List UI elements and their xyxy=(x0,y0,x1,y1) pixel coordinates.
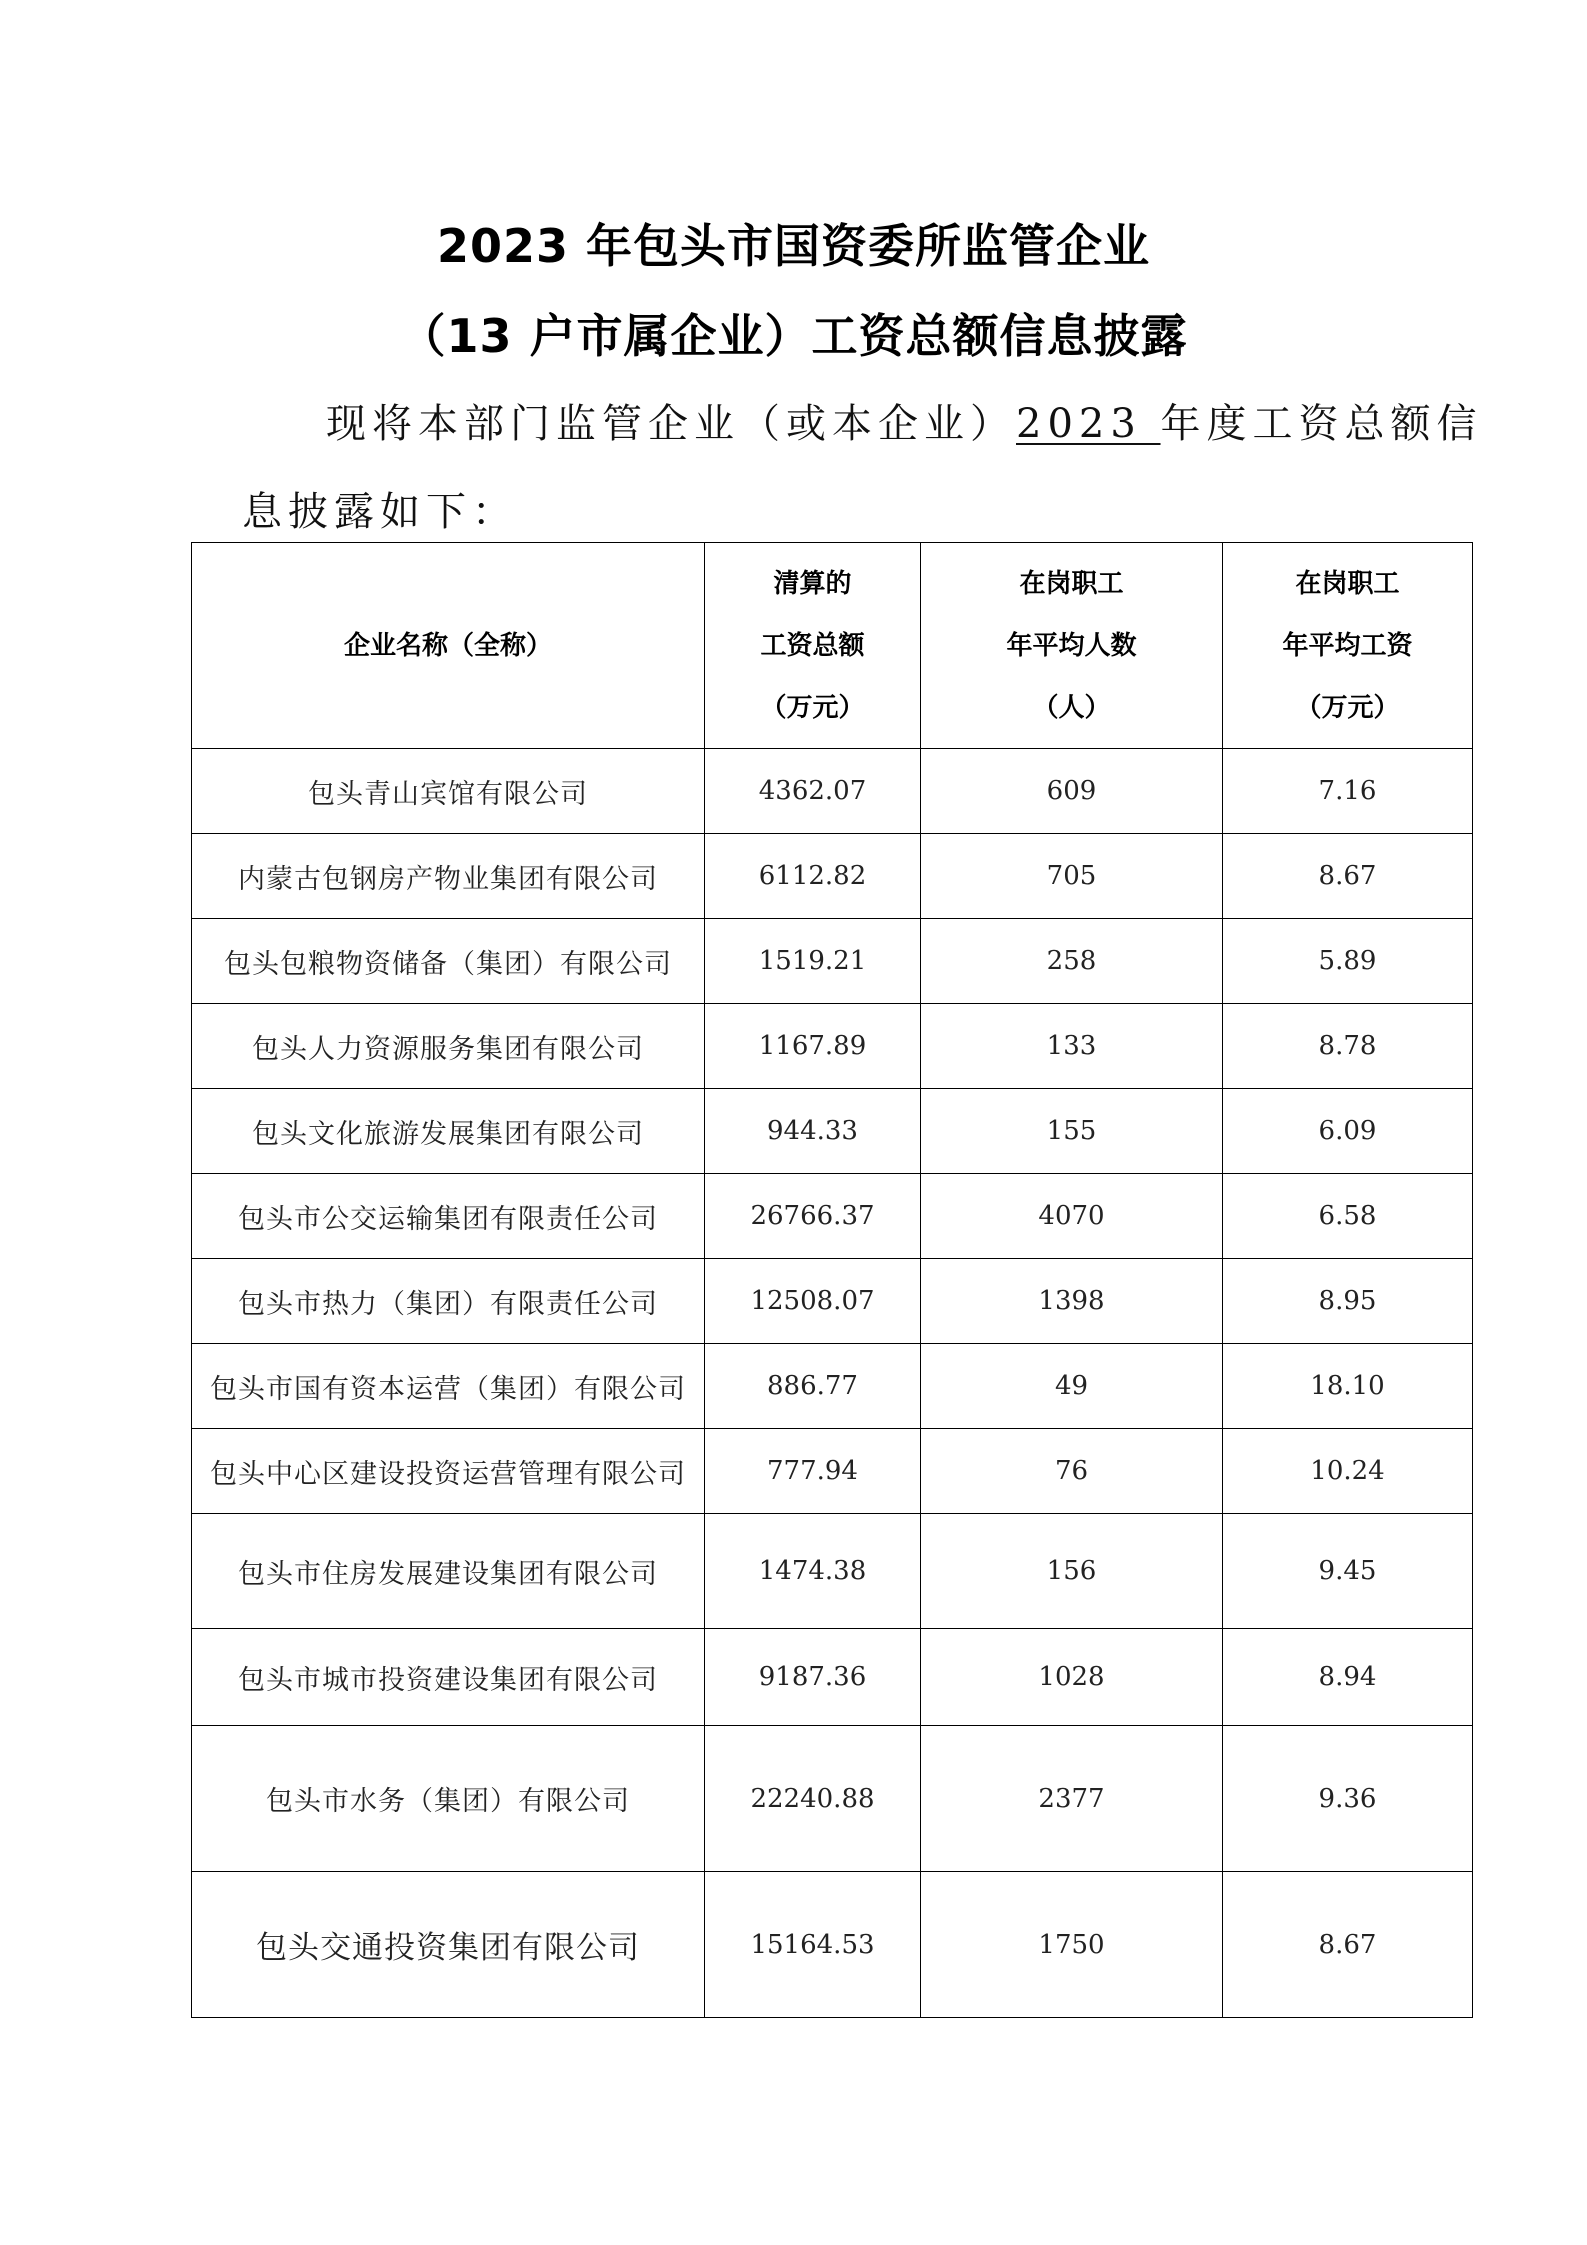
total-wage-cell: 15164.53 xyxy=(705,1872,921,2018)
company-name-cell: 包头市公交运输集团有限责任公司 xyxy=(192,1174,705,1259)
company-name-cell: 包头市城市投资建设集团有限公司 xyxy=(192,1629,705,1726)
total-wage-cell: 9187.36 xyxy=(705,1629,921,1726)
table-row xyxy=(192,749,1473,834)
employee-count-cell: 49 xyxy=(921,1344,1223,1429)
header-avg-line-3: （万元） xyxy=(1295,692,1400,723)
total-wage-cell: 1474.38 xyxy=(705,1514,921,1629)
intro-line-2: 息披露如下： xyxy=(242,489,518,535)
average-wage-cell: 9.36 xyxy=(1223,1726,1473,1872)
employee-count-cell: 1028 xyxy=(921,1629,1223,1726)
header-avg-line-2: 年平均工资 xyxy=(1282,630,1413,661)
employee-count-cell: 4070 xyxy=(921,1174,1223,1259)
company-name-cell: 内蒙古包钢房产物业集团有限公司 xyxy=(192,834,705,919)
table-row xyxy=(192,1872,1473,2018)
average-wage-cell: 5.89 xyxy=(1223,919,1473,1004)
wage-disclosure-table xyxy=(191,542,1473,2018)
table-row xyxy=(192,1004,1473,1089)
average-wage-cell: 10.24 xyxy=(1223,1429,1473,1514)
average-wage-cell: 18.10 xyxy=(1223,1344,1473,1429)
company-name-cell: 包头人力资源服务集团有限公司 xyxy=(192,1004,705,1089)
table-row xyxy=(192,1174,1473,1259)
company-name-cell: 包头青山宾馆有限公司 xyxy=(192,749,705,834)
header-employee-count xyxy=(921,543,1223,749)
intro-text-1: 现将本部门监管企业（或本企业） xyxy=(326,401,1016,447)
average-wage-cell: 9.45 xyxy=(1223,1514,1473,1629)
average-wage-cell: 8.67 xyxy=(1223,834,1473,919)
table-row xyxy=(192,1629,1473,1726)
table-row xyxy=(192,1259,1473,1344)
table-row xyxy=(192,919,1473,1004)
document-title-line-2: （13 户市属企业）工资总额信息披露 xyxy=(399,309,1188,363)
header-avg-line-1: 在岗职工 xyxy=(1295,568,1400,599)
total-wage-cell: 12508.07 xyxy=(705,1259,921,1344)
header-count-line-1: 在岗职工 xyxy=(1019,568,1124,599)
employee-count-cell: 133 xyxy=(921,1004,1223,1089)
header-count-line-3: （人） xyxy=(1032,692,1111,723)
average-wage-cell: 6.09 xyxy=(1223,1089,1473,1174)
employee-count-cell: 76 xyxy=(921,1429,1223,1514)
average-wage-cell: 6.58 xyxy=(1223,1174,1473,1259)
total-wage-cell: 777.94 xyxy=(705,1429,921,1514)
total-wage-cell: 1519.21 xyxy=(705,919,921,1004)
intro-text-2: 年度工资总额信 xyxy=(1160,401,1483,447)
table-row xyxy=(192,1429,1473,1514)
company-name-cell: 包头文化旅游发展集团有限公司 xyxy=(192,1089,705,1174)
company-name-cell: 包头市水务（集团）有限公司 xyxy=(192,1726,705,1872)
employee-count-cell: 258 xyxy=(921,919,1223,1004)
total-wage-cell: 26766.37 xyxy=(705,1174,921,1259)
header-total-line-1: 清算的 xyxy=(773,568,852,599)
company-name-cell: 包头市国有资本运营（集团）有限公司 xyxy=(192,1344,705,1429)
average-wage-cell: 8.94 xyxy=(1223,1629,1473,1726)
total-wage-cell: 6112.82 xyxy=(705,834,921,919)
total-wage-cell: 4362.07 xyxy=(705,749,921,834)
average-wage-cell: 7.16 xyxy=(1223,749,1473,834)
table-row xyxy=(192,1089,1473,1174)
header-count-line-2: 年平均人数 xyxy=(1006,630,1137,661)
total-wage-cell: 886.77 xyxy=(705,1344,921,1429)
company-name-cell: 包头交通投资集团有限公司 xyxy=(192,1872,705,2018)
document-title-line-1: 2023 年包头市国资委所监管企业 xyxy=(436,219,1151,273)
header-average-wage xyxy=(1223,543,1473,749)
company-name-cell: 包头市住房发展建设集团有限公司 xyxy=(192,1514,705,1629)
table-row xyxy=(192,1726,1473,1872)
company-name-cell: 包头市热力（集团）有限责任公司 xyxy=(192,1259,705,1344)
table-row xyxy=(192,1514,1473,1629)
table-row xyxy=(192,834,1473,919)
intro-line-1 xyxy=(326,398,1483,450)
employee-count-cell: 156 xyxy=(921,1514,1223,1629)
employee-count-cell: 2377 xyxy=(921,1726,1223,1872)
employee-count-cell: 1398 xyxy=(921,1259,1223,1344)
company-name-cell: 包头包粮物资储备（集团）有限公司 xyxy=(192,919,705,1004)
total-wage-cell: 22240.88 xyxy=(705,1726,921,1872)
table-row xyxy=(192,1344,1473,1429)
employee-count-cell: 1750 xyxy=(921,1872,1223,2018)
total-wage-cell: 944.33 xyxy=(705,1089,921,1174)
employee-count-cell: 609 xyxy=(921,749,1223,834)
employee-count-cell: 705 xyxy=(921,834,1223,919)
header-total-wage xyxy=(705,543,921,749)
total-wage-cell: 1167.89 xyxy=(705,1004,921,1089)
header-total-line-2: 工资总额 xyxy=(760,630,865,661)
company-name-cell: 包头中心区建设投资运营管理有限公司 xyxy=(192,1429,705,1514)
average-wage-cell: 8.78 xyxy=(1223,1004,1473,1089)
table-header-row xyxy=(192,543,1473,749)
intro-year: 2023 xyxy=(1016,401,1161,447)
employee-count-cell: 155 xyxy=(921,1089,1223,1174)
average-wage-cell: 8.67 xyxy=(1223,1872,1473,2018)
header-total-line-3: （万元） xyxy=(760,692,865,723)
average-wage-cell: 8.95 xyxy=(1223,1259,1473,1344)
header-company-name: 企业名称（全称） xyxy=(192,543,705,749)
